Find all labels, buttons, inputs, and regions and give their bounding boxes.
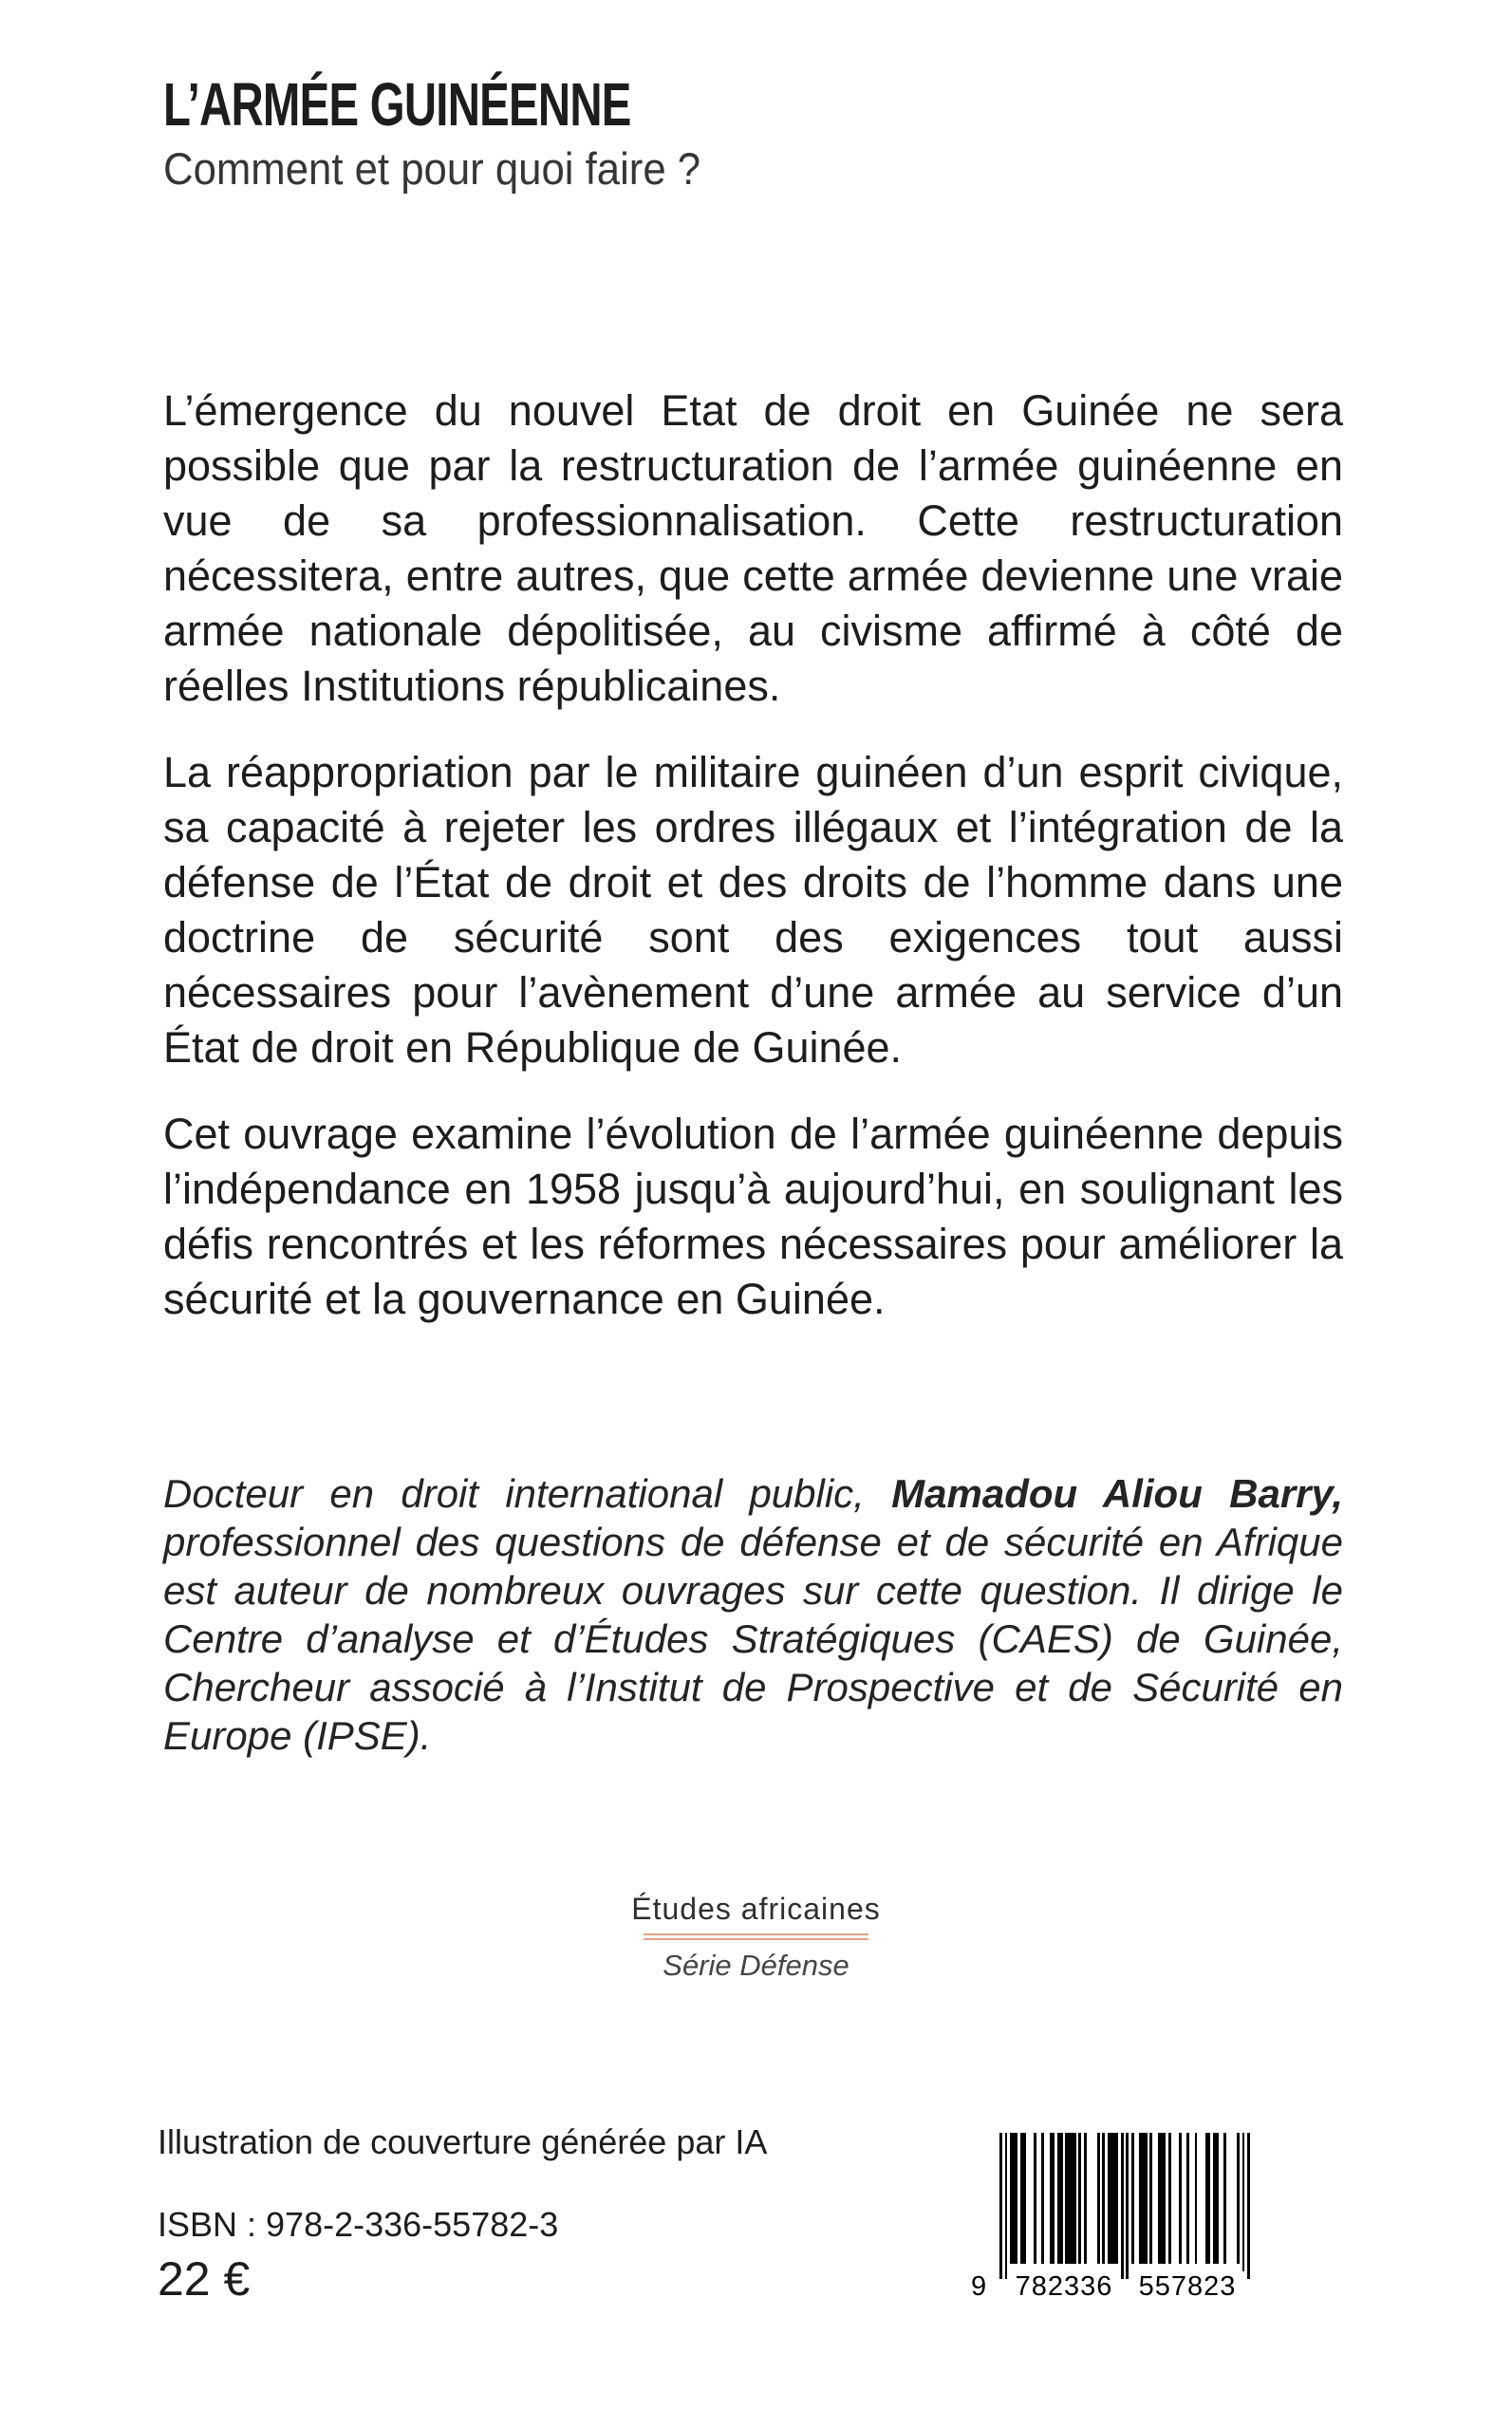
collection-name: Études africaines bbox=[631, 1892, 881, 1926]
bio-text-after: professionnel des questions de défense et de sécurité en Afrique est auteur de nombreux ouvrages sur cette question. Il dirige le Centre d’analyse et d’Études Stratégiques (CAES) de Guinée, Chercheur associé à l’Institut de Prospective et de Sécurité en Europe (IPSE). bbox=[163, 1520, 1343, 1758]
isbn-label: ISBN : 978-2-336-55782-3 bbox=[158, 2205, 559, 2244]
collection-divider bbox=[644, 1933, 868, 1940]
author-bio-text bbox=[163, 1469, 1343, 1760]
author-bio bbox=[163, 1469, 1343, 1760]
barcode-left-group: 782336 bbox=[1007, 2271, 1121, 2303]
synopsis-paragraph-2: La réappropriation par le militaire guinéen d’un esprit civique, sa capacité à rejeter les ordres illégaux et l’intégration de la défense de l’État de droit et des droits de l’homme dans une doctrine de sécurité sont des exigences tout aussi nécessaires pour l’avènement d’une armée au service d’un État de droit en République de Guinée. bbox=[163, 748, 1343, 1072]
book-title: L’ARMÉE GUINÉENNE bbox=[163, 70, 631, 139]
synopsis-paragraph-1: L’émergence du nouvel Etat de droit en Guinée ne sera possible que par la restructuration de l’armée guinéenne en vue de sa professionnalisation. Cette restructuration nécessitera, entre autres, que cette armée devienne une vraie armée nationale dépolitisée, au civisme affirmé à côté de réelles Institutions républicaines. bbox=[163, 386, 1343, 710]
barcode-right-group: 557823 bbox=[1130, 2271, 1244, 2303]
book-subtitle: Comment et pour quoi faire ? bbox=[163, 143, 701, 194]
barcode-bars bbox=[999, 2133, 1250, 2280]
barcode-digits bbox=[971, 2271, 1250, 2304]
author-name: Mamadou Aliou Barry, bbox=[891, 1471, 1343, 1516]
illustration-note: Illustration de couverture générée par IA bbox=[158, 2122, 768, 2161]
collection-series: Série Défense bbox=[663, 1949, 849, 1982]
ean13-barcode bbox=[971, 2133, 1250, 2304]
price-label: 22 € bbox=[158, 2252, 251, 2306]
barcode-first-digit: 9 bbox=[971, 2271, 987, 2302]
synopsis-paragraph-3: Cet ouvrage examine l’évolution de l’armée guinéenne depuis l’indépendance en 1958 jusqu’à aujourd’hui, en soulignant les défis rencontrés et les réformes nécessaires pour améliorer la sécurité et la gouvernance en Guinée. bbox=[163, 1110, 1343, 1323]
bio-text-before: Docteur en droit international public, bbox=[163, 1471, 892, 1516]
collection-block bbox=[0, 1892, 1512, 1983]
synopsis bbox=[163, 383, 1343, 1327]
